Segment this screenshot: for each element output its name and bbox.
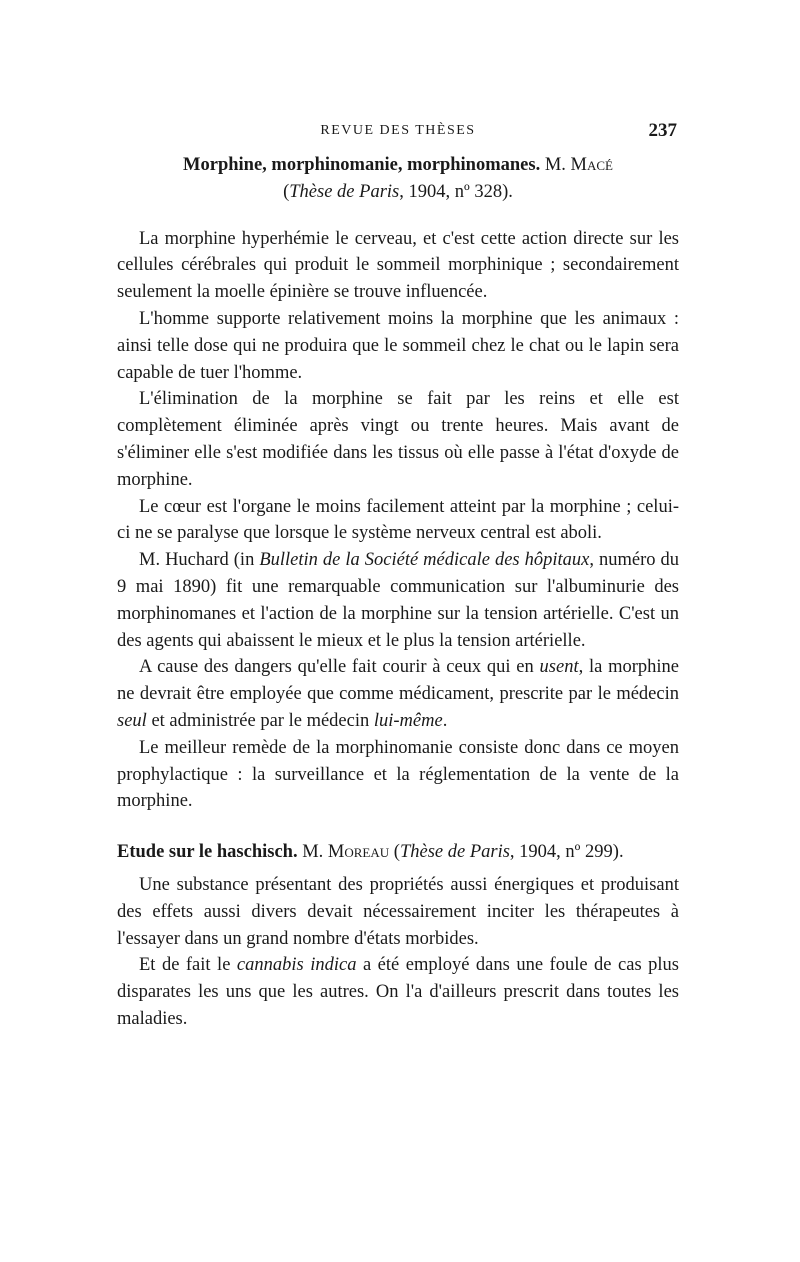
text-run: Et de fait le	[139, 955, 237, 976]
emphasis: seul	[117, 710, 147, 731]
page-number: 237	[648, 120, 677, 141]
paragraph: Le meilleur remède de la morphinomanie consiste donc dans ce moyen prophylactique : la surveillance et la réglementation de la vente de la morphine.	[117, 737, 679, 812]
author-name: Macé	[570, 155, 613, 175]
text-run: A cause des dangers qu'elle fait courir à ceux qui en	[139, 657, 540, 678]
emphasis: cannabis indica	[236, 955, 357, 976]
article-source	[117, 179, 679, 206]
paragraph	[117, 654, 679, 734]
emphasis: usent	[539, 657, 579, 678]
paragraph: L'homme supporte relativement moins la morphine que les animaux : ainsi telle dose qui ne produira que le sommeil chez le chat ou le lapin sera capable de tuer l'homme.	[117, 308, 679, 383]
author-prefix: M.	[540, 155, 571, 175]
text-run: , la morphine ne devrait être employée que comme médicament, prescrite par le médecin	[117, 657, 679, 705]
paragraph: La morphine hyperhémie le cerveau, et c'est cette action directe sur les cellules cérébrales qui produit le sommeil morphinique ; secondairement seulement la moelle épinière se trouve influencée.	[117, 228, 679, 303]
article-title-bold: Etude sur le haschisch.	[117, 842, 298, 863]
article-morphine	[117, 152, 679, 815]
source-open: (	[283, 181, 290, 202]
article-title	[117, 839, 679, 866]
running-head	[117, 120, 679, 142]
text-run: a été employé dans une foule de cas plus disparates les uns que les autres. On l'a d'ailleurs prescrit dans toutes les maladies.	[117, 955, 679, 1029]
text-run: , numéro du 9 mai 1890) fit une remarquable communication sur l'albuminurie des morphinomanes et l'action de la morphine sur la tension artérielle. C'est un des agents qui abaissent le mieux et le plus la tension artérielle.	[117, 550, 679, 651]
paragraph: Le cœur est l'organe le moins facilement atteint par la morphine ; celui-ci ne se paralyse que lorsque le système nerveux central est aboli.	[117, 496, 679, 544]
article-title-bold: Morphine, morphinomanie, morphinomanes.	[183, 155, 541, 175]
article-haschisch	[117, 839, 679, 1033]
paragraph: L'élimination de la morphine se fait par les reins et elle est complètement éliminée après vingt ou trente heures. Mais avant de s'éliminer elle s'est modifiée dans les tissus où elle passe à l'état d'oxyde de morphine.	[117, 389, 679, 490]
text-run: .	[442, 710, 448, 731]
source-rest: , 1904, nº 299).	[509, 842, 624, 863]
source-italic: Thèse de Paris	[289, 181, 400, 202]
source-open: (	[389, 842, 400, 863]
page-body	[117, 152, 679, 1033]
source-italic: Thèse de Paris	[399, 842, 510, 863]
source-rest: , 1904, nº 328).	[399, 181, 513, 202]
paragraph	[117, 952, 679, 1032]
paragraph	[117, 547, 679, 654]
text-run: M. Huchard (in	[139, 550, 260, 571]
author-prefix: M.	[297, 842, 328, 863]
running-title: REVUE DES THÈSES	[320, 123, 476, 138]
article-title	[117, 152, 679, 179]
paragraph: Une substance présentant des propriétés aussi énergiques et produisant des effets aussi divers devait nécessairement inciter les thérapeutes à l'essayer dans un grand nombre d'états morbides.	[117, 874, 679, 949]
text-run: et administrée par le médecin	[146, 710, 374, 731]
emphasis: lui-même	[373, 710, 443, 731]
bulletin-title: Bulletin de la Société médicale des hôpitaux	[259, 550, 590, 571]
author-name: Moreau	[327, 842, 390, 863]
